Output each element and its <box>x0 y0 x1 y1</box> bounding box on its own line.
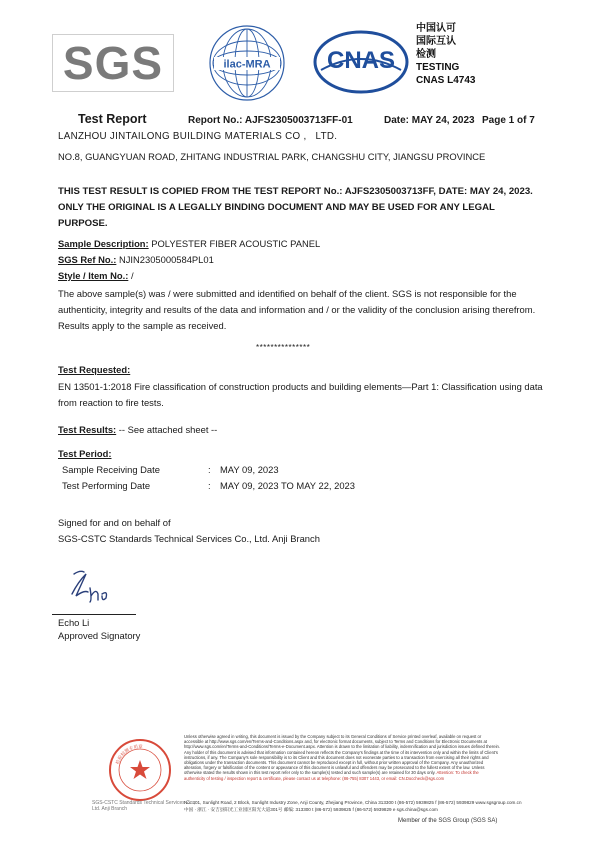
test-results-value: -- See attached sheet -- <box>118 424 218 435</box>
footer-branch-name: SGS-CSTC Standards Technical Services Co., Ltd. Anji Branch <box>92 800 196 812</box>
ilac-mra-logo <box>208 24 286 102</box>
sample-description-label: Sample Description: <box>58 238 149 249</box>
signature-line <box>52 614 136 615</box>
page-number: Page 1 of 7 <box>482 115 535 126</box>
footer-address-en: No. 301, Sunlight Road, 2 Block, Sunlight Industry Zone, Anji County, Zhejiang Province, China 313300 t (86-572) 5939825 f (86-572) 5939829 www.sgsgroup.com.cn <box>184 800 522 805</box>
table-row <box>62 462 355 478</box>
test-requested-label: Test Requested: <box>58 364 131 375</box>
cnas-cn-line-3: 检测 <box>416 49 436 60</box>
test-period-table <box>62 462 355 494</box>
period-value: MAY 09, 2023 <box>220 464 279 475</box>
cnas-text: CNAS <box>326 47 396 74</box>
test-results-label: Test Results: <box>58 424 117 435</box>
sgs-ref-label: SGS Ref No.: <box>58 254 117 265</box>
sgs-ref-value: NJIN2305000584PL01 <box>118 254 214 265</box>
report-number: Report No.: AJFS2305003713FF-01 <box>188 115 353 126</box>
client-address: NO.8, GUANGYUAN ROAD, ZHITANG INDUSTRIAL PARK, CHANGSHU CITY, JIANGSU PROVINCE <box>58 151 486 162</box>
handwritten-signature <box>64 560 124 610</box>
period-key: Test Performing Date <box>62 480 151 491</box>
period-colon: : <box>208 480 211 491</box>
footer-authenticity-note: Attention: To check the authenticity of testing / inspection report & certificate, please contact us at telephone: (86-755) 8307 1443, or email: CN.Doccheck@sgs.com <box>184 770 479 781</box>
footer-fine-print <box>184 734 500 798</box>
sample-statement: The above sample(s) was / were submitted and identified on behalf of the client. SGS is not responsible for the authenticity, integrity and results of the data and information and / or the validity of the conclusion arising therefrom. Results apply to the sample as received. <box>58 288 536 331</box>
style-item-row <box>58 268 544 284</box>
footer-address <box>184 799 524 813</box>
sgs-logo: SGS <box>52 34 174 92</box>
ilac-mra-text: ilac-MRA <box>223 58 271 71</box>
cnas-logo <box>313 30 409 94</box>
footer-address-cn: 中国 · 浙江 · 安吉县阳光工业园区阳光大道301号 邮编: 313300 t (86-572) 5939825 f (86-572) 5939829 e sgs.china@sgs.com <box>184 807 438 812</box>
signatory-title: Approved Signatory <box>58 630 141 641</box>
red-seal-stamp <box>108 738 172 802</box>
signed-on-behalf: Signed for and on behalf of <box>58 517 171 528</box>
svg-text:检验检测专用章: 检验检测专用章 <box>114 743 143 765</box>
separator-stars: *************** <box>256 343 311 352</box>
period-key: Sample Receiving Date <box>62 464 160 475</box>
style-item-label: Style / Item No.: <box>58 270 129 281</box>
period-colon: : <box>208 464 211 475</box>
test-requested-text: EN 13501-1:2018 Fire classification of construction products and building elements—Part 1: Classification using data from reaction to fire tests. <box>58 381 543 408</box>
period-value: MAY 09, 2023 TO MAY 22, 2023 <box>220 480 355 491</box>
copy-notice: THIS TEST RESULT IS COPIED FROM THE TEST REPORT No.: AJFS2305003713FF, DATE: MAY 24, 2023. ONLY THE ORIGINAL IS A LEGALLY BINDING DOCUMENT AND MAY BE USED FOR ANY LEGAL PURPOSE. <box>58 186 533 229</box>
cnas-cn-line-2: 国际互认 <box>416 36 456 47</box>
table-row <box>62 478 355 494</box>
footer-terms: Unless otherwise agreed in writing, this document is issued by the Company subject to its General Conditions of Service printed overleaf, available on request or accessible at http://www.sgs.com/en/Terms-and-Conditions.aspx and, for electronic format documents, subject to Terms and Conditions for Electronic Documents at http://www.sgs.com/en/Terms-and-Conditions/Terms-e-Document.aspx. Attention is drawn to the limitation of liability, indemnification and jurisdiction issues defined therein. Any holder of this document is advised that information contained hereon reflects the Company's findings at the time of its intervention only and within the limits of Client's instructions, if any. The Company's sole responsibility is to its Client and this document does not exonerate parties to a transaction from exercising all their rights and obligations under the transaction documents. This document cannot be reproduced except in full, without prior written approval of the Company. Any unauthorized alteration, forgery or falsification of the content or appearance of this document is unlawful and offenders may be prosecuted to the fullest extent of the law. Unless otherwise stated the results shown in this test report refer only to the sample(s) tested and such sample(s) are retained for 30 days only. <box>184 734 500 776</box>
cnas-number: CNAS L4743 <box>416 75 476 86</box>
cnas-cn-line-1: 中国认可 <box>416 23 456 34</box>
report-date: Date: MAY 24, 2023 <box>384 115 475 126</box>
test-period-label: Test Period: <box>58 448 112 459</box>
test-results-row <box>58 422 544 438</box>
signing-company: SGS-CSTC Standards Technical Services Co., Ltd. Anji Branch <box>58 533 320 544</box>
report-header <box>78 112 538 126</box>
footer-member: Member of the SGS Group (SGS SA) <box>398 818 498 824</box>
test-period-label-row <box>58 446 544 462</box>
test-requested-label-row <box>58 362 544 378</box>
sample-description-value: POLYESTER FIBER ACOUSTIC PANEL <box>151 238 321 249</box>
signatory-name: Echo Li <box>58 617 90 628</box>
style-item-value: / <box>130 270 134 281</box>
cnas-accreditation-text <box>416 22 475 87</box>
cnas-testing: TESTING <box>416 62 460 73</box>
sample-description-row <box>58 236 544 252</box>
sgs-ref-row <box>58 252 544 268</box>
report-title: Test Report <box>78 112 147 126</box>
client-name: LANZHOU JINTAILONG BUILDING MATERIALS CO , LTD. <box>58 131 338 142</box>
